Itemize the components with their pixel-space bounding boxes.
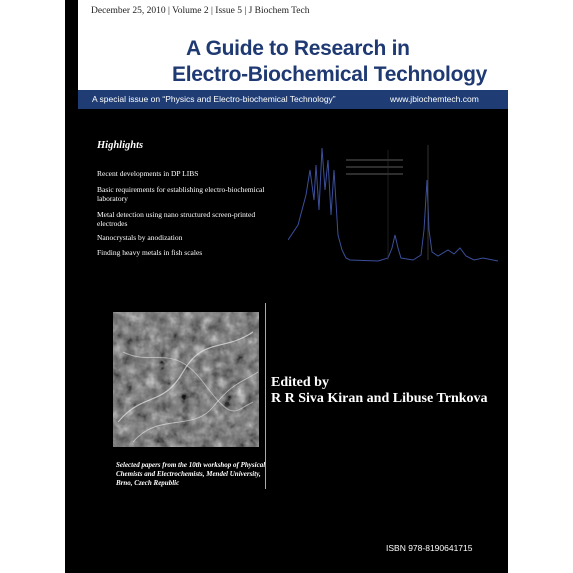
special-issue-subtitle: A special issue on “Physics and Electro-biochemical Technology” [92, 94, 336, 104]
spectrum-graphic [288, 140, 498, 270]
title-line-1: A Guide to Research in [186, 37, 410, 60]
website-url: www.jbiochemtech.com [390, 94, 479, 104]
highlight-item: Nanocrystals by anodization [97, 233, 183, 242]
title-line-2: Electro-Biochemical Technology [172, 63, 488, 86]
isbn-number: ISBN 978-8190641715 [386, 543, 473, 553]
highlight-item: Finding heavy metals in fish scales [97, 248, 203, 257]
highlight-item: Basic requirements for establishing electro-biochemical laboratory [97, 185, 265, 203]
workshop-note: Selected papers from the 10th workshop of Physical Chemists and Electrochemists, Mendel University, Brno, Czech Republic [116, 461, 266, 487]
highlight-item: Recent developments in DP LIBS [97, 169, 199, 178]
highlight-item: Metal detection using nano structured screen-printed electrodes [97, 210, 256, 228]
highlights-heading: Highlights [97, 140, 144, 151]
issue-info: December 25, 2010 | Volume 2 | Issue 5 | J Biochem Tech [91, 6, 310, 16]
sem-micrograph-image [113, 312, 259, 447]
editors-names: R R Siva Kiran and Libuse Trnkova [271, 391, 488, 406]
edited-by-label: Edited by [271, 375, 329, 390]
